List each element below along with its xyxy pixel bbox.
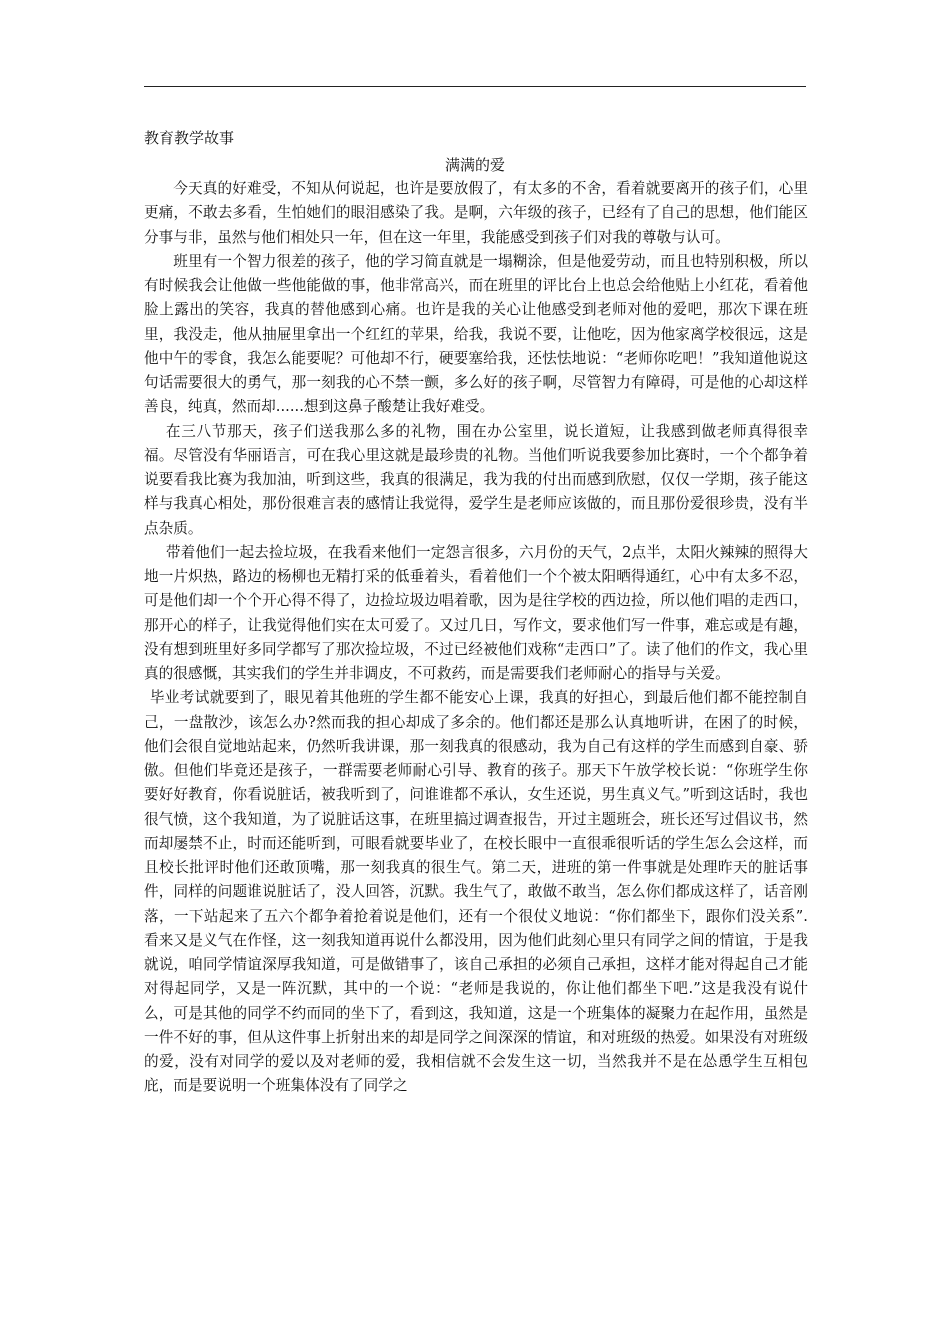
paragraph-3: 在三八节那天，孩子们送我那么多的礼物，围在办公室里，说长道短，让我感到做老师真得很幸福。尽管没有华丽语言，可在我心里这就是最珍贵的礼物。当他们听说我要参加比赛时，一个个都争着说要看我比赛为我加油，听到这些，我真的很满足，我为我的付出而感到欣慰，仅仅一学期，孩子能这样与我真心相处，那份很难言表的感情让我觉得，爱学生是老师应该做的，而且那份爱很珍贵，没有半点杂质。 [144,422,808,537]
document-title: 满满的爱 [444,156,505,174]
document-category-label: 教育教学故事 [144,129,235,147]
paragraph-4: 带着他们一起去捡垃圾，在我看来他们一定怨言很多，六月份的天气，2点半，太阳火辣辣的照得大地一片炽热，路边的杨柳也无精打采的低垂着头，看着他们一个个被太阳晒得通红，心中有太多不忍，可是他们却一个个开心得不得了，边捡垃圾边唱着歌，因为是往学校的西边捡，所以他们唱的走西口，那开心的样子，让我觉得他们实在太可爱了。又过几日，写作文，要求他们写一件事，难忘或是有趣，没有想到班里好多同学都写了那次捡垃圾，不过已经被他们戏称“走西口”了。读了他们的作文，我心里真的很感慨，其实我们的学生并非调皮，不可救药，而是需要我们老师耐心的指导与关爱。 [144,543,808,682]
header-rule [144,86,806,87]
paragraph-2: 班里有一个智力很差的孩子，他的学习简直就是一塌糊涂，但是他爱劳动，而且也特别积极，所以有时候我会让他做一些他能做的事，他非常高兴，而在班里的评比台上也总会给他贴上小红花，看着他脸上露出的笑容，我真的替他感到心痛。也许是我的关心让他感受到老师对他的爱吧，那次下课在班里，我没走，他从抽屉里拿出一个红红的苹果，给我，我说不要，让他吃，因为他家离学校很远，这是他中午的零食，我怎么能要呢？可他却不行，硬要塞给我，还怯怯地说：“老师你吃吧！”我知道他说这句话需要很大的勇气，那一刻我的心不禁一颤，多么好的孩子啊，尽管智力有障碍，可是他的心却这样善良，纯真，然而却......想到这鼻子酸楚让我好难受。 [144,252,808,416]
paragraph-1: 今天真的好难受，不知从何说起，也许是要放假了，有太多的不舍，看着就要离开的孩子们，心里更痛，不敢去多看，生怕她们的眼泪感染了我。是啊，六年级的孩子，已经有了自己的思想，他们能区分事与非，虽然与他们相处只一年，但在这一年里，我能感受到孩子们对我的尊敬与认可。 [144,180,808,246]
document-body [144,177,808,1099]
paragraph-5: 毕业考试就要到了，眼见着其他班的学生都不能安心上课，我真的好担心，到最后他们都不能控制自己，一盘散沙，该怎么办?然而我的担心却成了多余的。他们都还是那么认真地听讲，在困了的时候，他们会很自觉地站起来，仍然听我讲课，那一刻我真的很感动，我为自己有这样的学生而感到自豪、骄傲。但他们毕竟还是孩子，一群需要老师耐心引导、教育的孩子。那天下午放学校长说：“你班学生你要好好教育，你看说脏话，被我听到了，问谁谁都不承认，女生还说，男生真义气。”听到这话时，我也很气愤，这个我知道，为了说脏话这事，在班里搞过调查报告，开过主题班会，班长还写过倡议书，然而却屡禁不止，时而还能听到，可眼看就要毕业了，在校长眼中一直很乖很听话的学生怎么会这样，而且校长批评时他们还敢顶嘴，那一刻我真的很生气。第二天，进班的第一件事就是处理昨天的脏话事件，同样的问题谁说脏话了，没人回答，沉默。我生气了，敢做不敢当，怎么你们都成这样了，话音刚落，一下站起来了五六个都争着抢着说是他们，还有一个很仗义地说：“你们都坐下，跟你们没关系”.看来又是义气在作怪，这一刻我知道再说什么都没用，因为他们此刻心里只有同学之间的情谊，于是我就说，咱同学情谊深厚我知道，可是做错事了，该自己承担的必须自己承担，这样才能对得起自己才能对得起同学，又是一阵沉默，其中的一个说：“老师是我说的，你让他们都坐下吧.”这是我没有说什么，可是其他的同学不约而同的坐下了，看到这，我知道，这是一个班集体的凝聚力在起作用，虽然是一件不好的事，但从这件事上折射出来的却是同学之间深深的情谊，和对班级的热爱。如果没有对班级的爱，没有对同学的爱以及对老师的爱，我相信就不会发生这一切，当然我并不是在怂恿学生互相包庇，而是要说明一个班集体没有了同学之 [144,689,808,1095]
